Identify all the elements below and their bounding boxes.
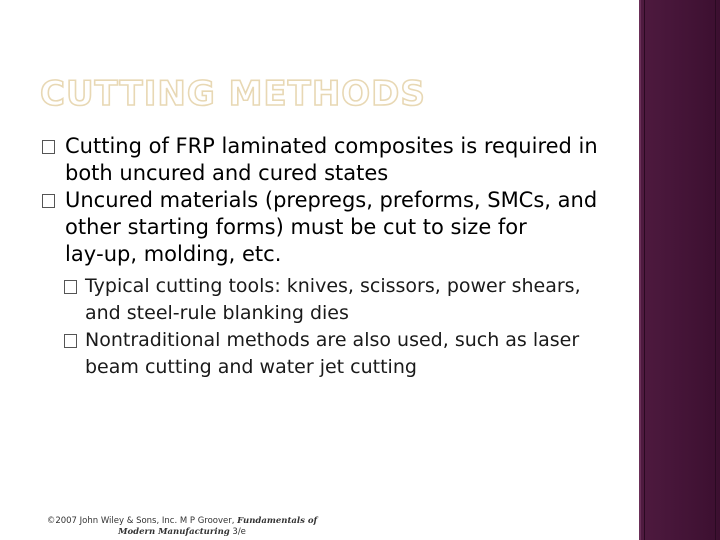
- bullet-text: Cutting of FRP laminated composites is required in both uncured and cured states: [65, 134, 598, 185]
- sub-bullet-list: [42, 273, 602, 381]
- sub-bullet-text: Nontraditional methods are also used, such as laser beam cutting and water jet cutting: [85, 329, 580, 378]
- bullet-item: [42, 133, 602, 187]
- sub-bullet-item: [42, 273, 602, 327]
- side-bar-line: [715, 0, 716, 540]
- sub-bullet-item: [42, 327, 602, 381]
- side-bar-line: [644, 0, 645, 540]
- footer-copyright: ©2007 John Wiley & Sons, Inc. M P Groover,: [46, 516, 238, 526]
- sub-bullet-text: Typical cutting tools: knives, scissors, power shears, and steel‑rule blanking dies: [85, 275, 581, 324]
- footer-book-title: Fundamentals of Modern Manufacturing: [118, 516, 318, 537]
- bullet-box-icon: [42, 140, 55, 154]
- footer-citation: [32, 516, 332, 538]
- footer-edition: 3/e: [229, 527, 246, 537]
- slide-title: CUTTING METHODS: [40, 74, 426, 114]
- bullet-item: [42, 187, 602, 268]
- bullet-box-icon: [64, 280, 77, 294]
- decorative-side-bar: [639, 0, 720, 540]
- bullet-text: Uncured materials (prepregs, preforms, SMCs, and other starting forms) must be cut to size for lay‑up, molding, etc.: [65, 188, 598, 266]
- bullet-box-icon: [64, 334, 77, 348]
- slide-body: [42, 133, 602, 381]
- bullet-box-icon: [42, 194, 55, 208]
